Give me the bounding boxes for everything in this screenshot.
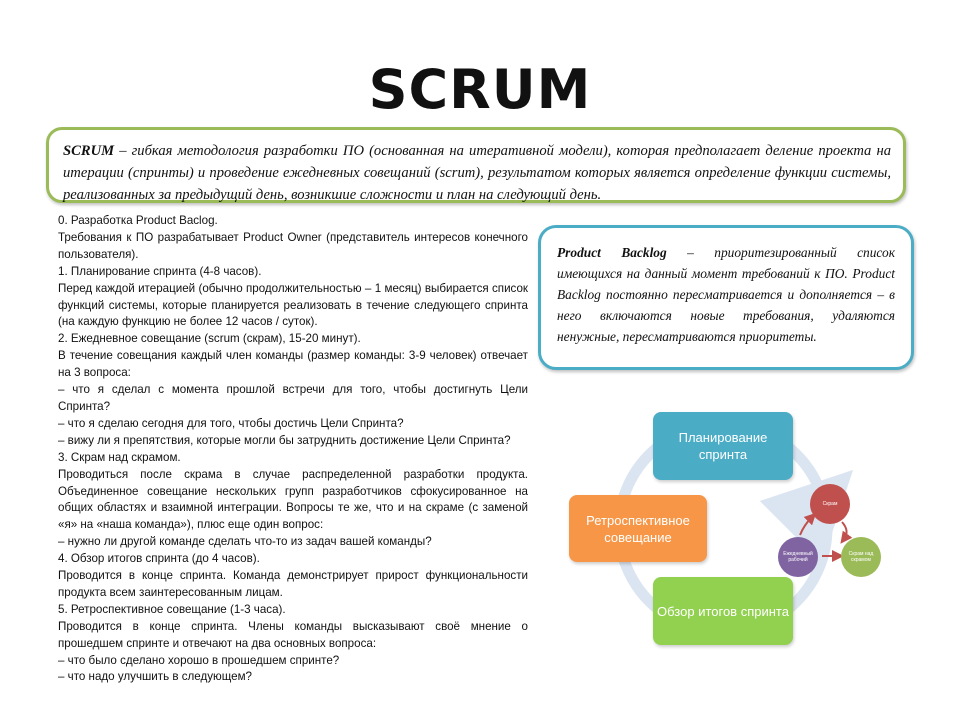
body-line: Требования к ПО разрабатывает Product Owner (представитель интересов конечного пользователя). <box>58 230 528 261</box>
product-backlog-term: Product Backlog <box>557 245 667 260</box>
product-backlog-text: – приоритезированный список имеющихся на данный момент требований к ПО. Product Backlog постоянно пересматривается и дополняется – в него включаются новые требования, удаляются ненужные, пересматриваются приоритеты. <box>557 245 895 344</box>
body-line: 4. Обзор итогов спринта (до 4 часов). <box>58 552 260 566</box>
page-title: SCRUM <box>368 58 592 121</box>
body-line: – нужно ли другой команде сделать что-то из задач вашей команды? <box>58 535 432 549</box>
body-line: – что я сделаю сегодня для того, чтобы достичь Цели Спринта? <box>58 416 404 430</box>
scrum-node: Скрам <box>810 484 850 524</box>
body-line: В течение совещания каждый член команды (размер команды: 3-9 человек) отвечает на 3 вопроса: <box>58 349 528 380</box>
sos-node: Скрам над скрамом <box>841 537 881 577</box>
definition-term: SCRUM <box>63 143 115 159</box>
body-line: Проводиться после скрама в случае распределенной разработки продукта. Объединенное совещание нескольких групп разработчиков сфокусированное на общих областях и взаимной интеграции. Вопросы те же, что и на скраме (с заменой «я» на «наша команда»), плюс еще один вопрос: <box>58 467 528 532</box>
mini-arrow <box>800 517 812 535</box>
definition-text: – гибкая методология разработки ПО (основанная на итеративной модели), которая предполагает деление проекта на итерации (спринты) и проведение ежедневных совещаний (scrum), результатом которых является определение функции системы, реализованных за предыдущий день, возникшие сложности и план на следующий день. <box>63 143 891 203</box>
body-line: – что надо улучшить в следующем? <box>58 670 253 684</box>
body-line: 5. Ретроспективное совещание (1-3 часа). <box>58 602 286 616</box>
body-line: 3. Скрам над скрамом. <box>58 450 181 464</box>
body-line: 2. Ежедневное совещание (scrum (скрам), 15-20 минут). <box>58 332 361 346</box>
body-line: 0. Разработка Product Baclog. <box>58 214 218 227</box>
daily-node: Ежедневный рабочий <box>778 537 818 577</box>
body-line: Перед каждой итерацией (обычно продолжительностью – 1 месяц) выбирается список функций системы, которые планируется реализовать в течение следующего спринта (на каждую функцию не более 12 часов / суток). <box>58 281 528 329</box>
mini-arrow <box>842 522 847 539</box>
scrum-cycle-diagram <box>560 405 900 650</box>
scrum-definition-box <box>46 127 906 203</box>
retro-node: Ретроспективное совещание <box>569 495 707 562</box>
planning-node: Планирование спринта <box>653 412 793 480</box>
body-line: Проводится в конце спринта. Команда демонстрирует прирост функциональности продукта всем заинтересованным лицам. <box>58 569 528 599</box>
scrum-steps-text <box>58 213 528 686</box>
body-line: – что я сделал с момента прошлой встречи для того, чтобы достигнуть Цели Спринта? <box>58 383 528 413</box>
review-node: Обзор итогов спринта <box>653 577 793 645</box>
product-backlog-box <box>538 225 914 370</box>
body-line: 1. Планирование спринта (4-8 часов). <box>58 264 262 278</box>
body-line: – что было сделано хорошо в прошедшем спринте? <box>58 653 340 667</box>
body-line: – вижу ли я препятствия, которые могли бы затруднить достижение Цели Спринта? <box>58 433 511 447</box>
body-line: Проводится в конце спринта. Члены команды высказывают своё мнение о прошедшем спринте и отвечают на два основных вопроса: <box>58 619 528 650</box>
